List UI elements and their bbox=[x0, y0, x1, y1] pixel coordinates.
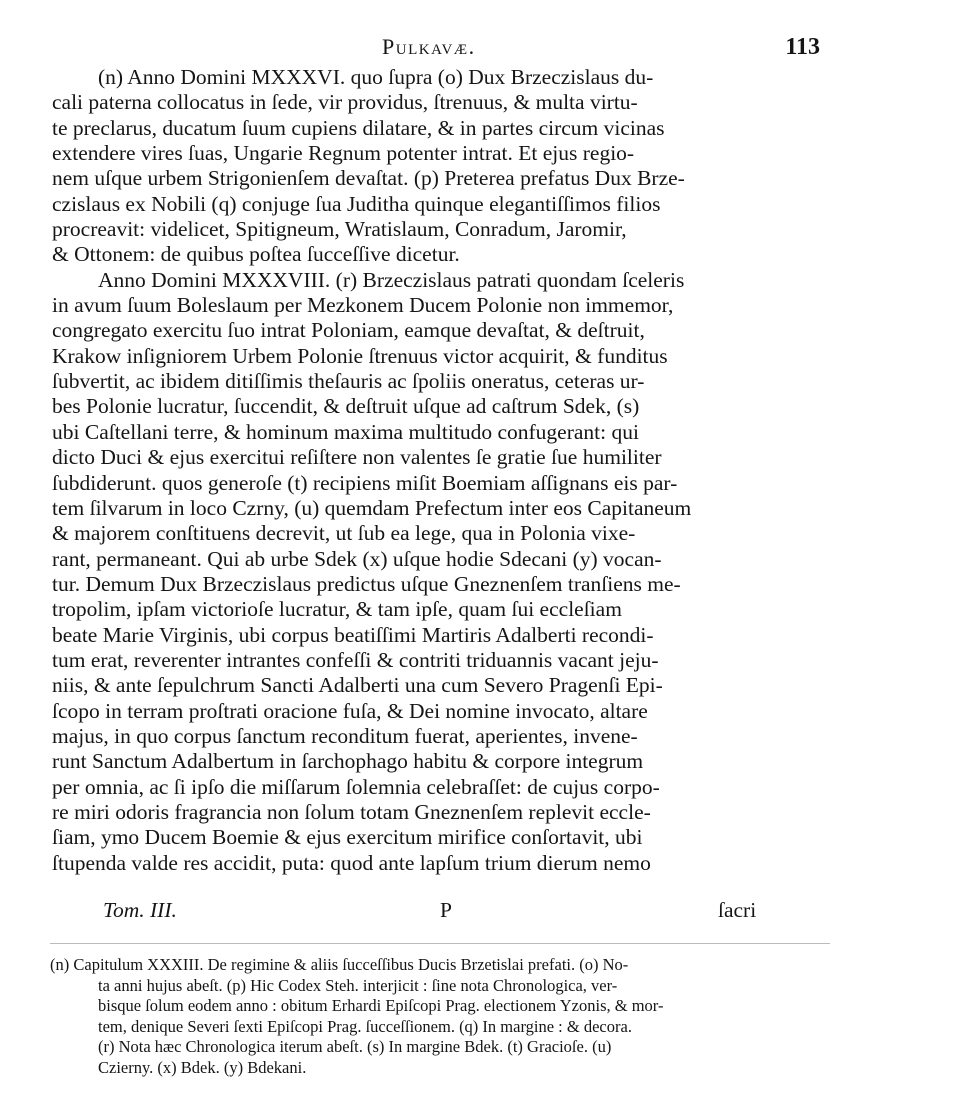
text-line: niis, & ante ſepulchrum Sancti Adalberti una cum Severo Pragenſi Epi- bbox=[52, 673, 663, 698]
text-line: ſubvertit, ac ibidem ditiſſimis theſauris ac ſpoliis oneratus, ceteras ur- bbox=[52, 369, 645, 394]
text-line: ſubdiderunt. quos generoſe (t) recipiens miſit Boemiam aſſignans eis par- bbox=[52, 470, 678, 495]
text-line: ſiam, ymo Ducem Boemie & ejus exercitum mirifice conſortavit, ubi bbox=[52, 825, 643, 850]
text-line: majus, in quo corpus ſanctum reconditum fuerat, aperientes, invene- bbox=[52, 723, 638, 748]
text-line: runt Sanctum Adalbertum in ſarchophago habitu & corpore integrum bbox=[52, 749, 644, 774]
text-line: nem uſque urbem Strigonienſem devaſtat. (p) Preterea prefatus Dux Brze- bbox=[52, 166, 685, 191]
footnote-divider bbox=[50, 943, 830, 944]
footnotes bbox=[50, 955, 830, 1078]
main-text bbox=[52, 65, 828, 876]
text-line: te preclarus, ducatum ſuum cupiens dilatare, & in partes circum vicinas bbox=[52, 115, 665, 140]
text-line: ſcopo in terram proſtrati oracione fuſa, & Dei nomine invocato, altare bbox=[52, 698, 648, 723]
text-line: Anno Domini MXXXVIII. (r) Brzeczislaus patrati quondam ſceleris bbox=[98, 267, 685, 292]
text-line: tur. Demum Dux Brzeczislaus predictus uſque Gneznenſem tranſiens me- bbox=[52, 571, 681, 596]
footnote-line: bisque ſolum eodem anno : obitum Erhardi Epiſcopi Prag. electionem Yzonis, & mor- bbox=[98, 996, 664, 1015]
page-header bbox=[0, 28, 960, 68]
text-line: tropolim, ipſam victorioſe lucratur, & tam ipſe, quam ſui eccleſiam bbox=[52, 597, 622, 622]
text-line: rant, permaneant. Qui ab urbe Sdek (x) uſque hodie Sdecani (y) vocan- bbox=[52, 546, 662, 571]
text-line: re miri odoris fragrancia non ſolum totam Gneznenſem replevit eccle- bbox=[52, 799, 651, 824]
text-line: per omnia, ac ſi ipſo die miſſarum ſolemnia celebraſſet: de cujus corpo- bbox=[52, 774, 660, 799]
text-line: in avum ſuum Boleslaum per Mezkonem Ducem Polonie non immemor, bbox=[52, 293, 674, 318]
footnote-line: ta anni hujus abeſt. (p) Hic Codex Steh. interjicit : ſine nota Chronologica, ver- bbox=[98, 975, 618, 995]
text-line: & majorem conſtituens decrevit, ut ſub ea lege, qua in Polonia vixe- bbox=[52, 521, 636, 546]
text-line: & Ottonem: de quibus poſtea ſucceſſive dicetur. bbox=[52, 242, 460, 267]
catchword: ſacri bbox=[718, 898, 757, 922]
text-line: procreavit: videlicet, Spitigneum, Wratislaum, Conradum, Jaromir, bbox=[52, 217, 627, 242]
footnote-line: (r) Nota hæc Chronologica iterum abeſt. (s) In margine Bdek. (t) Gracioſe. (u) bbox=[98, 1037, 612, 1056]
text-line: congregato exercitu ſuo intrat Poloniam, eamque devaſtat, & deſtruit, bbox=[52, 318, 645, 343]
text-line: cali paterna collocatus in ſede, vir providus, ſtrenuus, & multa virtu- bbox=[52, 90, 638, 115]
text-line: ſtupenda valde res accidit, puta: quod ante lapſum trium dierum nemo bbox=[52, 850, 651, 875]
text-line: czislaus ex Nobili (q) conjuge ſua Juditha quinque elegantiſſimos filios bbox=[52, 191, 661, 216]
text-line: (n) Anno Domini MXXXVI. quo ſupra (o) Dux Brzeczislaus du- bbox=[98, 65, 654, 89]
footnote-line: tem, denique Severi ſexti Epiſcopi Prag. ſucceſſionem. (q) In margine : & decora. bbox=[98, 1016, 632, 1036]
page-number: 113 bbox=[785, 34, 820, 60]
signature-mark: P bbox=[440, 898, 452, 922]
text-line: beate Marie Virginis, ubi corpus beatiſſimi Martiris Adalberti recondi- bbox=[52, 622, 654, 647]
footnote-line: (n) Capitulum XXXIII. De regimine & aliis ſucceſſibus Ducis Brzetislai prefati. (o) No- bbox=[50, 955, 629, 974]
text-line: tum erat, reverenter intrantes confeſſi & contriti triduannis vacant jeju- bbox=[52, 647, 659, 672]
text-line: extendere vires ſuas, Ungarie Regnum potenter intrat. Et ejus regio- bbox=[52, 141, 635, 166]
page-foot-line bbox=[0, 896, 960, 926]
text-line: dicto Duci & ejus exercitui reſiſtere non valentes ſe gratie ſue humiliter bbox=[52, 445, 662, 470]
text-line: ubi Caſtellani terre, & hominum maxima multitudo confugerant: qui bbox=[52, 419, 639, 444]
text-line: tem ſilvarum in loco Czrny, (u) quemdam Prefectum inter eos Capitaneum bbox=[52, 495, 692, 520]
volume-label: Tom. III. bbox=[103, 898, 177, 922]
running-title: Pulkavæ. bbox=[382, 34, 476, 59]
text-line: bes Polonie lucratur, ſuccendit, & deſtruit uſque ad caſtrum Sdek, (s) bbox=[52, 394, 640, 419]
footnote-line: Czierny. (x) Bdek. (y) Bdekani. bbox=[98, 1057, 307, 1077]
text-line: Krakow inſigniorem Urbem Polonie ſtrenuus victor acquirit, & funditus bbox=[52, 343, 668, 368]
